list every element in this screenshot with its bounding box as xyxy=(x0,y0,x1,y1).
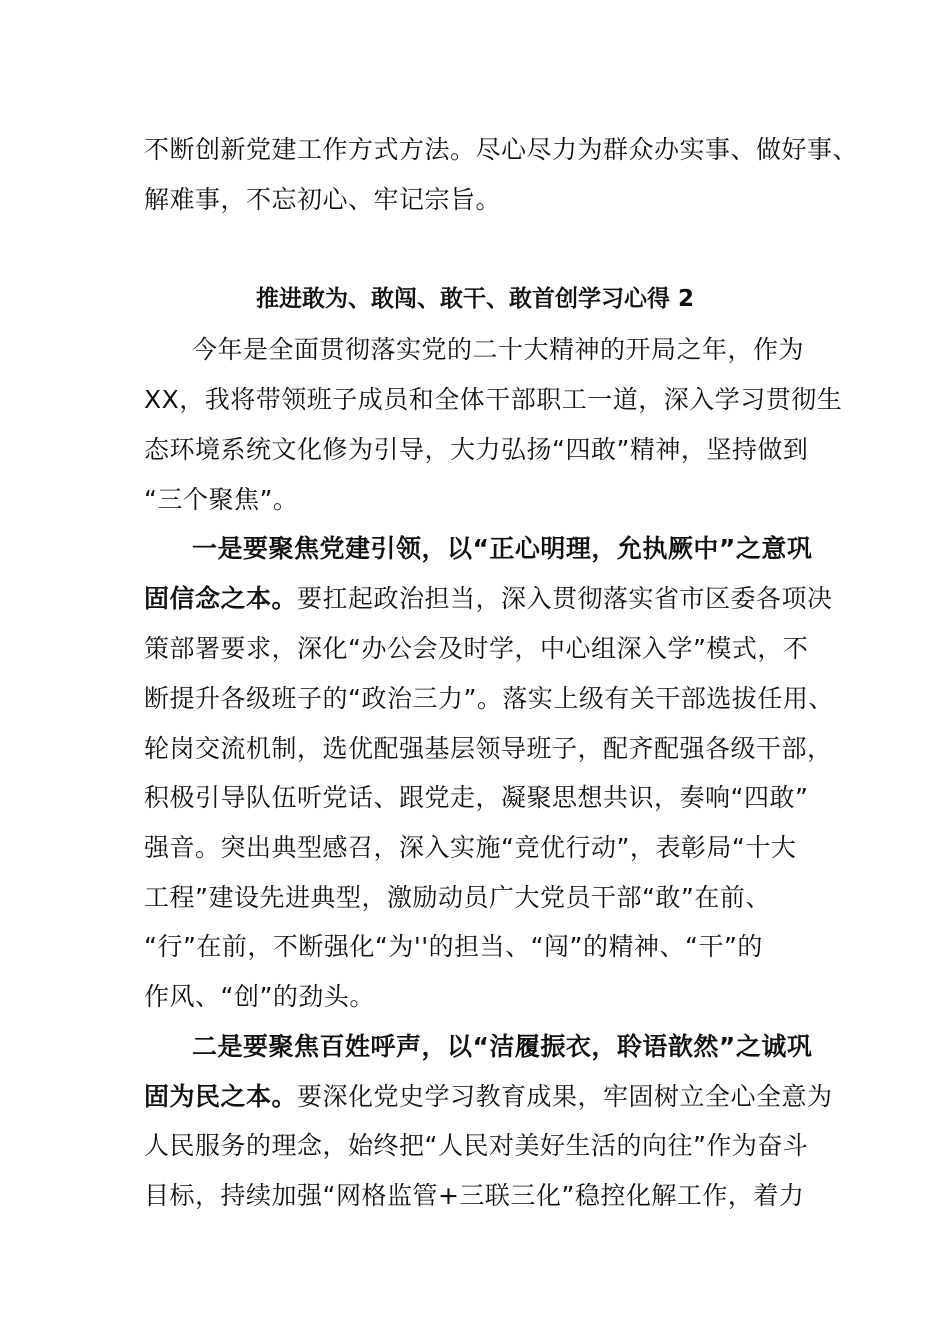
section-heading: 推进敢为、敢闯、敢干、敢首创学习心得 2 xyxy=(255,286,694,312)
para2-line-9: “行”在前，不断强化“为''的担当、“闯”的精神、“干”的 xyxy=(144,932,763,961)
para1-line-4: “三个聚焦”。 xyxy=(144,485,299,514)
para1-line-1: 今年是全面贯彻落实党的二十大精神的开局之年，作为 xyxy=(192,335,805,364)
intro-line-1: 不断创新党建工作方式方法。尽心尽力为群众办实事、做好事、 xyxy=(144,135,859,164)
para2-line-7: 强音。突出典型感召，深入实施“竞优行动”，表彰局“十大 xyxy=(144,833,797,862)
para2-line-10: 作风、“创”的劲头。 xyxy=(144,982,375,1011)
para2-line-2-rest: 要扛起政治担当，深入贯彻落实省市区委各项决 xyxy=(297,584,833,613)
para2-line-3: 策部署要求，深化“办公会及时学，中心组深入学”模式，不 xyxy=(144,634,809,663)
para2-bold-line-1: 一是要聚焦党建引领，以“正心明理，允执厥中”之意巩 xyxy=(192,534,813,563)
para2-line-8: 工程”建设先进典型，激励动员广大党员干部“敢”在前、 xyxy=(144,883,771,912)
para3-line-2 xyxy=(144,1072,833,1122)
para3-line-3: 人民服务的理念，始终把“人民对美好生活的向往”作为奋斗 xyxy=(144,1131,809,1160)
para2-bold-lead: 固信念之本。 xyxy=(144,584,298,613)
para2-line-2 xyxy=(144,574,833,624)
para1-line-2: XX，我将带领班子成员和全体干部职工一道，深入学习贯彻生 xyxy=(144,385,843,414)
para3-bold-line-1: 二是要聚焦百姓呼声，以“洁履振衣，聆语歆然”之诚巩 xyxy=(192,1032,813,1061)
para3-bold-lead: 固为民之本。 xyxy=(144,1082,298,1111)
para3-line-2-rest: 要深化党史学习教育成果，牢固树立全心全意为 xyxy=(297,1082,833,1111)
intro-line-2: 解难事，不忘初心、牢记宗旨。 xyxy=(144,185,502,214)
para2-line-4: 断提升各级班子的“政治三力”。落实上级有关干部选拔任用、 xyxy=(144,684,834,713)
para1-line-3: 态环境系统文化修为引导，大力弘扬“四敢”精神，坚持做到 xyxy=(144,435,809,464)
para2-line-5: 轮岗交流机制，选优配强基层领导班子，配齐配强各级干部， xyxy=(144,734,833,763)
para2-line-6: 积极引导队伍听党话、跟党走，凝聚思想共识，奏响“四敢” xyxy=(144,783,809,812)
para3-line-4: 目标，持续加强“网格监管+三联三化”稳控化解工作，着力 xyxy=(144,1181,805,1210)
